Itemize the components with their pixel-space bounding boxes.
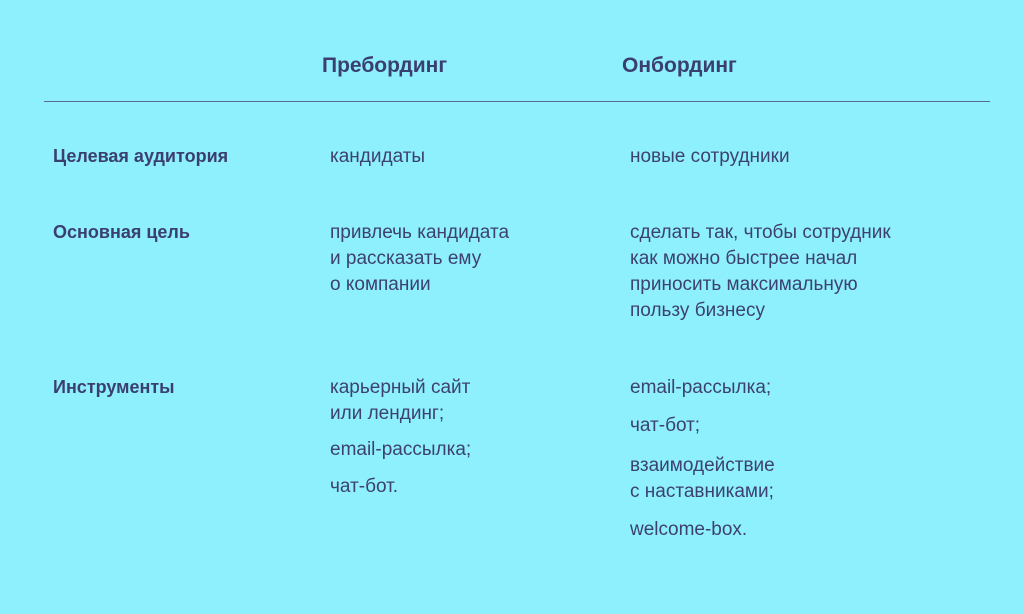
cell: кандидаты <box>330 146 426 167</box>
cell: email-рассылка; <box>630 377 772 398</box>
header-onboarding: Онбординг <box>622 54 737 77</box>
cell: чат-бот; <box>630 415 701 436</box>
cell: взаимодействие с наставниками; <box>630 455 775 502</box>
cell: привлечь кандидата и рассказать ему о компании <box>330 222 510 295</box>
cell: email-рассылка; <box>330 439 472 460</box>
cell: сделать так, чтобы сотрудник как можно быстрее начал приносить максимальную пользу бизнесу <box>630 222 891 321</box>
cell: чат-бот. <box>330 476 398 497</box>
row-label: Инструменты <box>53 377 175 397</box>
row-label: Основная цель <box>53 222 190 242</box>
cell: карьерный сайт или лендинг; <box>330 377 471 424</box>
cell: welcome-box. <box>630 519 748 540</box>
header-preboarding: Пребординг <box>322 54 448 77</box>
row-label: Целевая аудитория <box>53 146 229 166</box>
divider <box>44 101 990 102</box>
cell: новые сотрудники <box>630 146 790 167</box>
